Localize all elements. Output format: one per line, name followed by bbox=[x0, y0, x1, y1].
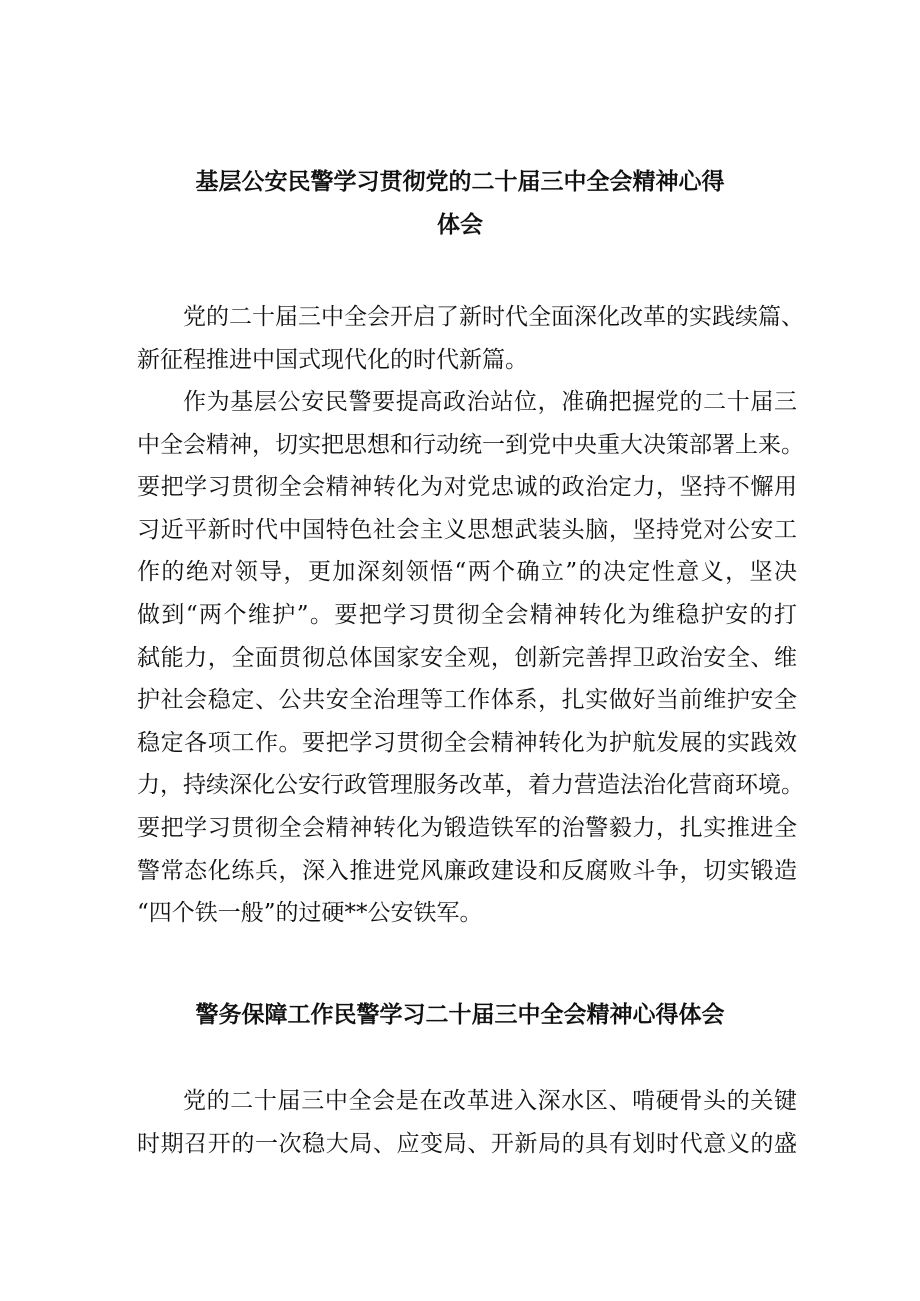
text-line: “四个铁一般”的过硬**公安铁军。 bbox=[137, 900, 483, 927]
text-line: 党的二十届三中全会开启了新时代全面深化改革的实践续篇、 bbox=[183, 304, 804, 330]
article1-title-line2: 体会 bbox=[437, 212, 483, 238]
article2-paragraph-1 bbox=[137, 1080, 797, 1165]
text-line: 要把学习贯彻全会精神转化为对党忠诚的政治定力，坚持不懈用 bbox=[137, 474, 797, 501]
article1-title-line1: 基层公安民警学习贯彻党的二十届三中全会精神心得 bbox=[195, 169, 725, 195]
text-line: 作为基层公安民警要提高政治站位，准确把握党的二十届三 bbox=[183, 389, 797, 415]
article1-paragraph-1 bbox=[137, 296, 804, 381]
text-line: 要把学习贯彻全会精神转化为锻造铁军的治警毅力，扎实推进全 bbox=[137, 814, 797, 841]
text-line: 弑能力，全面贯彻总体国家安全观，创新完善捍卫政治安全、维 bbox=[137, 644, 797, 671]
text-line: 习近平新时代中国特色社会主义思想武装头脑，坚持党对公安工 bbox=[137, 516, 797, 543]
text-line: 作的绝对领导，更加深刻领悟“两个确立”的决定性意义，坚决 bbox=[137, 559, 797, 586]
text-line: 时期召开的一次稳大局、应变局、开新局的具有划时代意义的盛 bbox=[137, 1130, 797, 1157]
text-line: 党的二十届三中全会是在改革进入深水区、啃硬骨头的关键 bbox=[183, 1088, 797, 1114]
text-line: 稳定各项工作。要把学习贯彻全会精神转化为护航发展的实践效 bbox=[137, 729, 797, 756]
text-line: 新征程推进中国式现代化的时代新篇。 bbox=[137, 346, 528, 373]
text-line: 护社会稳定、公共安全治理等工作体系，扎实做好当前维护安全 bbox=[137, 687, 797, 714]
text-line: 做到“两个维护”。要把学习贯彻全会精神转化为维稳护安的打 bbox=[137, 601, 797, 628]
text-line: 力，持续深化公安行政管理服务改革，着力营造法治化营商环境。 bbox=[137, 772, 804, 799]
text-line: 中全会精神，切实把思想和行动统一到党中央重大决策部署上来。 bbox=[137, 431, 804, 458]
article1-paragraph-2 bbox=[137, 381, 804, 935]
text-line: 警常态化练兵，深入推进党风廉政建设和反腐败斗争，切实锻造 bbox=[137, 857, 797, 884]
article2-title: 警务保障工作民警学习二十届三中全会精神心得体会 bbox=[195, 1002, 725, 1028]
